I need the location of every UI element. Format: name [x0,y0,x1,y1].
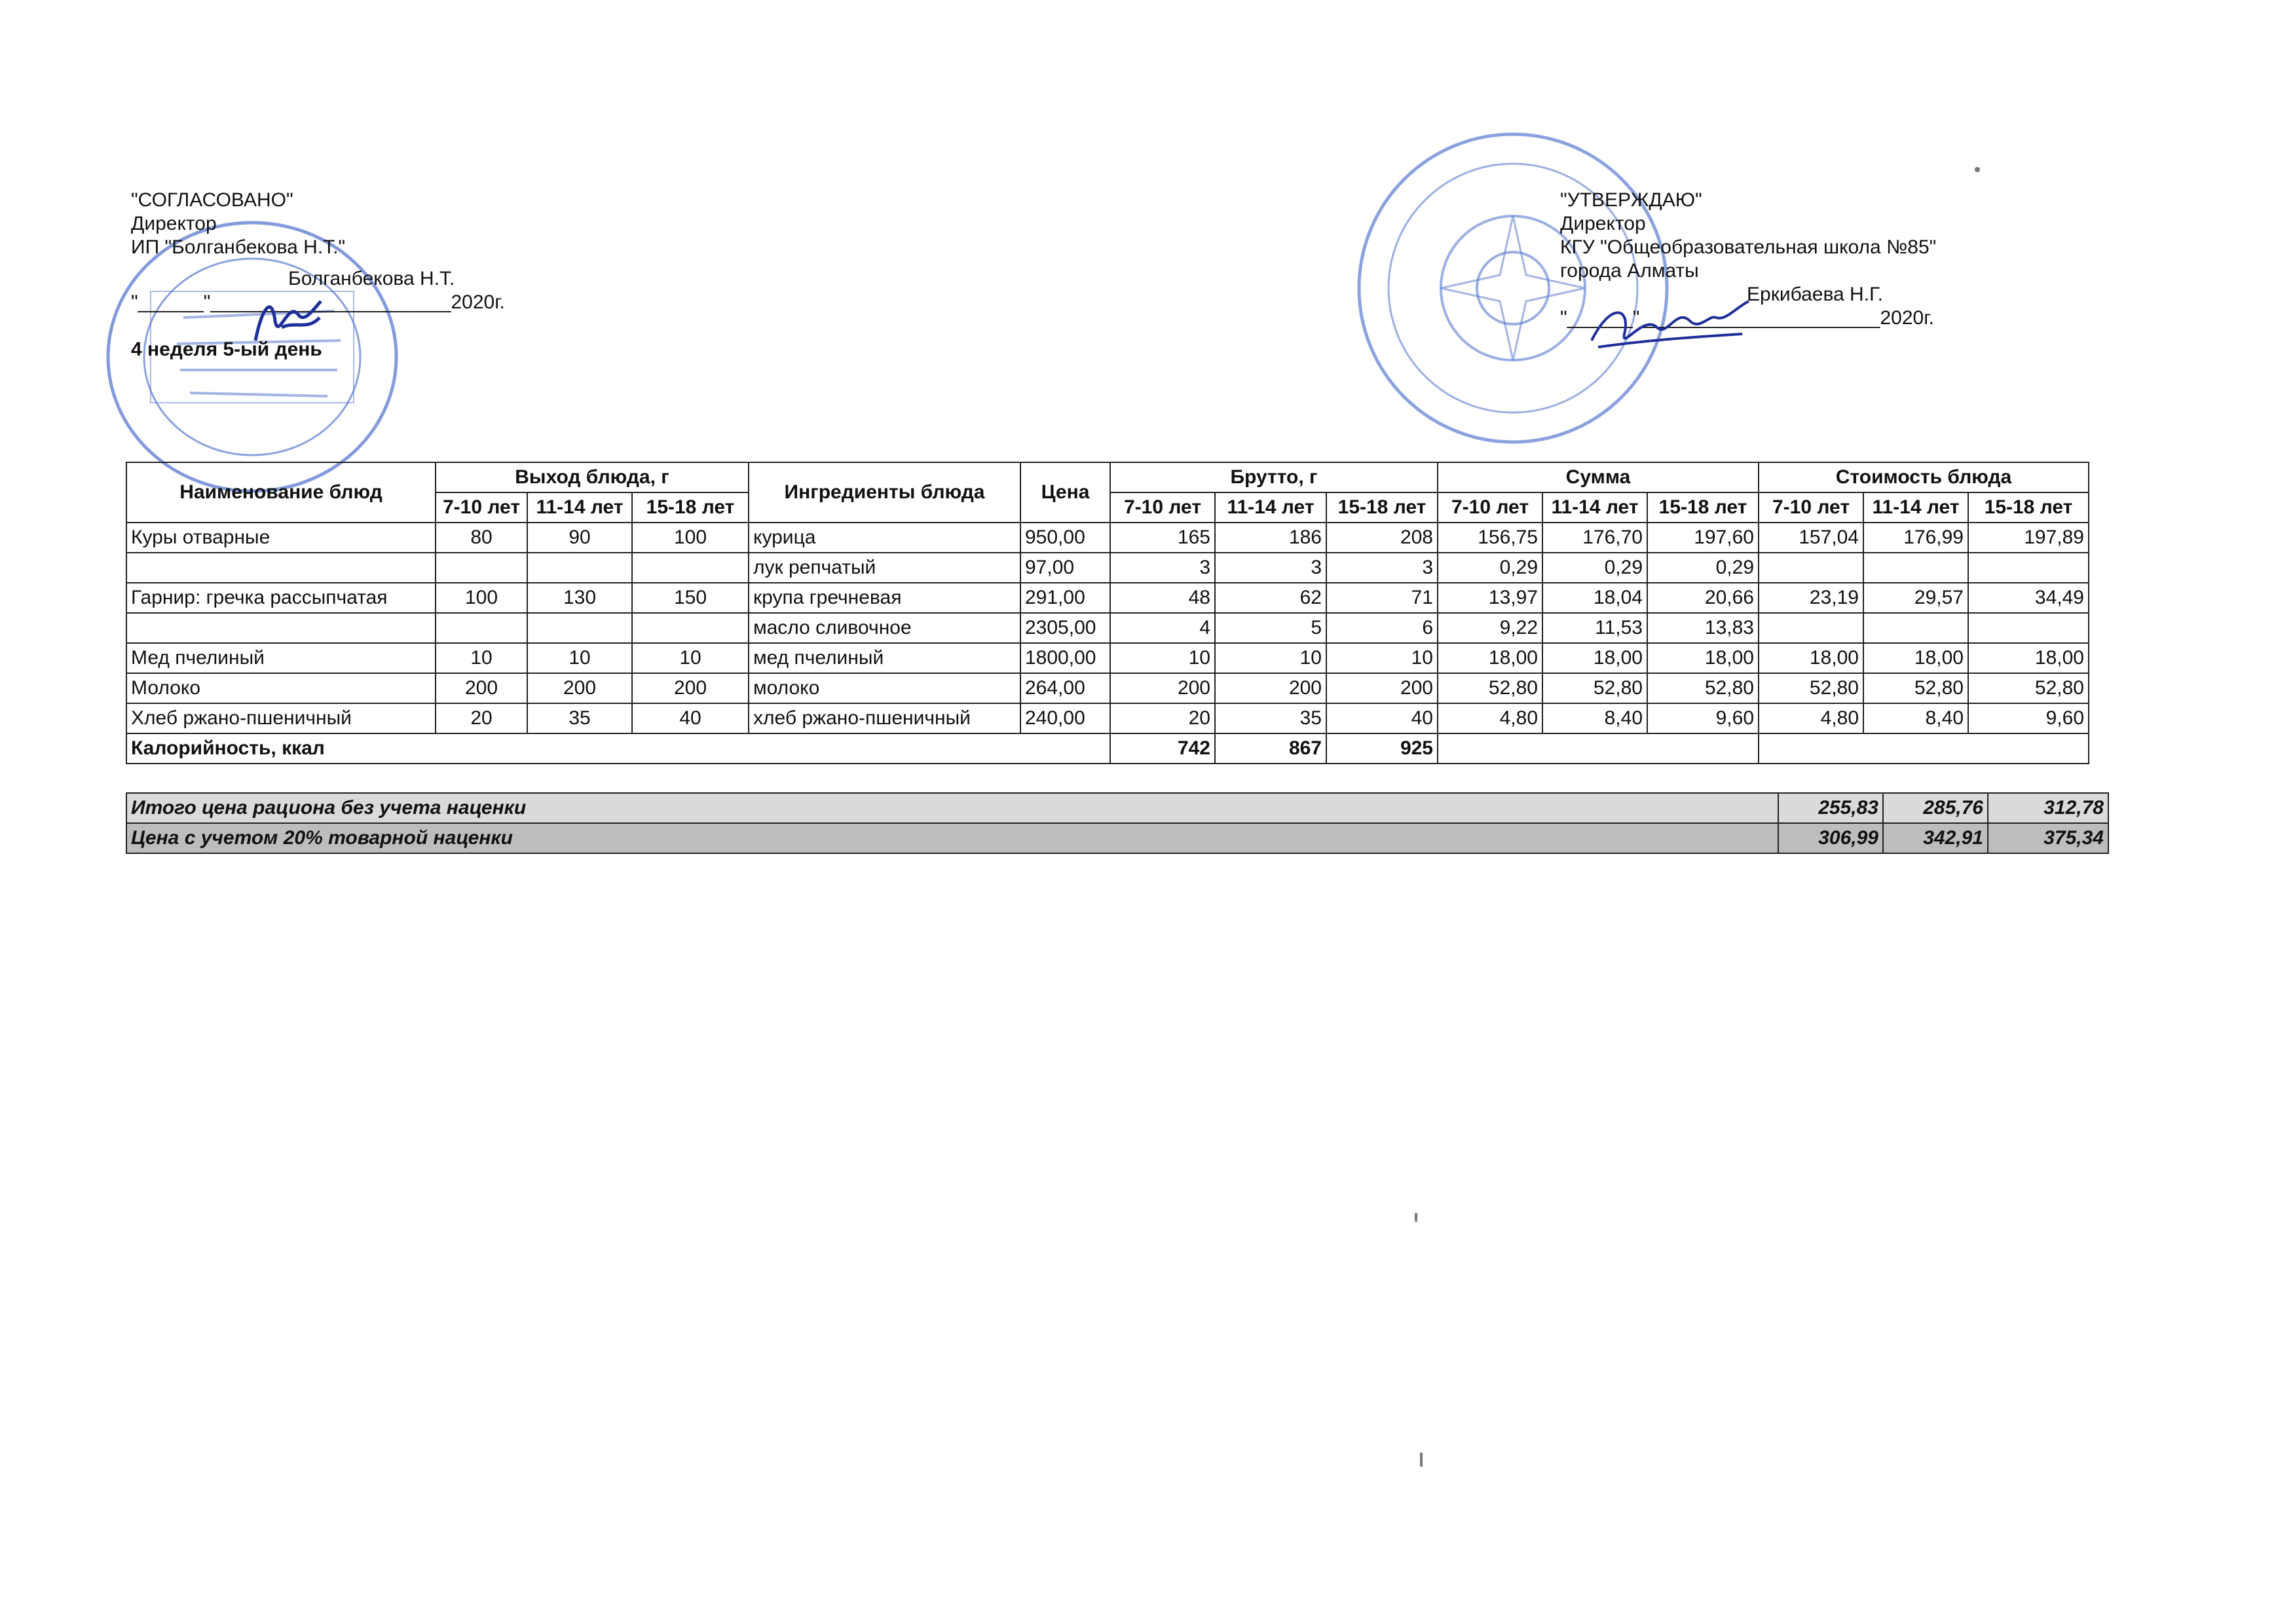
scan-speck [1975,167,1980,172]
table-row [126,553,2089,583]
price-cell: 264,00 [1020,673,1110,703]
right-date-line: "______"______________________2020г. [1560,307,1934,329]
dish-name-cell [126,553,436,583]
header-ingredients: Ингредиенты блюда [749,462,1020,523]
sum-cell: 18,00 [1647,643,1759,673]
brutto-cell: 62 [1215,583,1326,613]
right-signer-name: Еркибаева Н.Г. [1747,284,1883,305]
brutto-cell: 200 [1326,673,1438,703]
total-no-markup-value: 285,76 [1883,793,1988,823]
right-title: "УТВЕРЖДАЮ" [1560,189,1702,211]
output-cell [632,553,749,583]
price-cell: 2305,00 [1020,613,1110,643]
brutto-cell: 10 [1215,643,1326,673]
left-signature [242,282,334,354]
output-cell: 35 [527,703,632,733]
total-no-markup-value: 255,83 [1778,793,1883,823]
age-header: 11-14 лет [527,492,632,523]
ingredient-cell: лук репчатый [749,553,1020,583]
sum-cell: 20,66 [1647,583,1759,613]
left-org: ИП "Болганбекова Н.Т." [131,236,346,258]
age-header: 11-14 лет [1215,492,1326,523]
ingredient-cell: крупа гречневая [749,583,1020,613]
output-cell [436,553,527,583]
sum-cell: 156,75 [1438,523,1542,553]
cost-cell: 34,49 [1968,583,2089,613]
sum-cell: 0,29 [1542,553,1647,583]
brutto-cell: 3 [1215,553,1326,583]
brutto-cell: 208 [1326,523,1438,553]
cost-cell: 18,00 [1759,643,1863,673]
output-cell [527,613,632,643]
brutto-cell: 3 [1326,553,1438,583]
brutto-cell: 71 [1326,583,1438,613]
brutto-cell: 186 [1215,523,1326,553]
header-dish: Наименование блюд [126,462,436,523]
output-cell [527,553,632,583]
dish-name-cell: Куры отварные [126,523,436,553]
sum-cell: 18,00 [1438,643,1542,673]
output-cell: 100 [632,523,749,553]
calorie-empty-sum [1438,733,1759,764]
output-cell: 150 [632,583,749,613]
calorie-label: Калорийность, ккал [126,733,1110,764]
sum-cell: 0,29 [1647,553,1759,583]
output-cell: 200 [527,673,632,703]
cost-cell: 176,99 [1863,523,1968,553]
header-sum: Сумма [1438,462,1759,492]
sum-cell: 52,80 [1438,673,1542,703]
ingredient-cell: хлеб ржано-пшеничный [749,703,1020,733]
scan-speck [1415,1213,1417,1222]
sum-cell: 52,80 [1542,673,1647,703]
left-signer-name: Болганбекова Н.Т. [288,268,455,289]
brutto-cell: 4 [1110,613,1215,643]
cost-cell [1863,553,1968,583]
cost-cell: 52,80 [1759,673,1863,703]
cost-cell [1863,613,1968,643]
age-header: 15-18 лет [1968,492,2089,523]
header-price: Цена [1020,462,1110,523]
brutto-cell: 200 [1110,673,1215,703]
cost-cell: 4,80 [1759,703,1863,733]
table-row [126,703,2089,733]
brutto-cell: 165 [1110,523,1215,553]
sum-cell: 0,29 [1438,553,1542,583]
brutto-cell: 48 [1110,583,1215,613]
total-markup-label: Цена с учетом 20% товарной наценки [126,823,1778,853]
right-org: КГУ "Общеобразовательная школа №85" [1560,236,1937,258]
sum-cell: 9,60 [1647,703,1759,733]
scan-speck [1420,1452,1423,1467]
cost-cell [1759,553,1863,583]
age-header: 11-14 лет [1542,492,1647,523]
output-cell [436,613,527,643]
age-header: 15-18 лет [1647,492,1759,523]
age-header: 7-10 лет [1438,492,1542,523]
sum-cell: 11,53 [1542,613,1647,643]
output-cell: 90 [527,523,632,553]
cost-cell [1968,613,2089,643]
brutto-cell: 20 [1110,703,1215,733]
calorie-value: 925 [1326,733,1438,764]
cost-cell: 52,80 [1968,673,2089,703]
price-cell: 97,00 [1020,553,1110,583]
output-cell: 100 [436,583,527,613]
sum-cell: 4,80 [1438,703,1542,733]
cost-cell: 18,00 [1968,643,2089,673]
output-cell: 10 [632,643,749,673]
cost-cell: 52,80 [1863,673,1968,703]
output-cell: 10 [436,643,527,673]
sum-cell: 9,22 [1438,613,1542,643]
output-cell: 20 [436,703,527,733]
total-no-markup-value: 312,78 [1988,793,2108,823]
output-cell: 80 [436,523,527,553]
table-row [126,523,2089,553]
output-cell: 130 [527,583,632,613]
table-row [126,643,2089,673]
cost-cell [1968,553,2089,583]
price-cell: 291,00 [1020,583,1110,613]
table-header-row [126,462,2089,492]
brutto-cell: 40 [1326,703,1438,733]
age-header: 7-10 лет [1110,492,1215,523]
cost-cell: 8,40 [1863,703,1968,733]
total-markup-value: 342,91 [1883,823,1988,853]
output-cell: 200 [632,673,749,703]
sum-cell: 18,00 [1542,643,1647,673]
dish-name-cell [126,613,436,643]
dish-name-cell: Мед пчелиный [126,643,436,673]
total-markup-value: 375,34 [1988,823,2108,853]
brutto-cell: 5 [1215,613,1326,643]
ingredient-cell: молоко [749,673,1020,703]
header-output: Выход блюда, г [436,462,749,492]
sum-cell: 18,04 [1542,583,1647,613]
right-signature [1585,288,1755,360]
ingredient-cell: курица [749,523,1020,553]
sum-cell: 8,40 [1542,703,1647,733]
output-cell: 40 [632,703,749,733]
brutto-cell: 35 [1215,703,1326,733]
calorie-empty-cost [1759,733,2089,764]
age-header: 11-14 лет [1863,492,1968,523]
ingredient-cell: мед пчелиный [749,643,1020,673]
table-row [126,613,2089,643]
ingredient-cell: масло сливочное [749,613,1020,643]
left-role: Директор [131,213,217,234]
brutto-cell: 3 [1110,553,1215,583]
age-header: 15-18 лет [1326,492,1438,523]
calorie-value: 867 [1215,733,1326,764]
cost-cell: 9,60 [1968,703,2089,733]
price-cell: 1800,00 [1020,643,1110,673]
menu-table [126,462,2089,764]
age-header: 7-10 лет [1759,492,1863,523]
header-cost: Стоимость блюда [1759,462,2089,492]
cost-cell: 18,00 [1863,643,1968,673]
cost-cell: 157,04 [1759,523,1863,553]
cost-cell: 197,89 [1968,523,2089,553]
total-no-markup-label: Итого цена рациона без учета наценки [126,793,1778,823]
age-header: 7-10 лет [436,492,527,523]
output-cell: 200 [436,673,527,703]
right-role: Директор [1560,213,1646,234]
table-row [126,673,2089,703]
cost-cell: 23,19 [1759,583,1863,613]
right-city: города Алматы [1560,260,1699,282]
price-cell: 950,00 [1020,523,1110,553]
total-markup-row [126,823,2108,853]
sum-cell: 197,60 [1647,523,1759,553]
left-date-line: "______"______________________2020г. [131,291,505,313]
total-no-markup-row [126,793,2108,823]
dish-name-cell: Молоко [126,673,436,703]
header-brutto: Брутто, г [1110,462,1438,492]
output-cell: 10 [527,643,632,673]
table-row [126,583,2089,613]
brutto-cell: 10 [1110,643,1215,673]
cost-cell: 29,57 [1863,583,1968,613]
calorie-value: 742 [1110,733,1215,764]
left-title: "СОГЛАСОВАНО" [131,189,293,211]
total-markup-value: 306,99 [1778,823,1883,853]
output-cell [632,613,749,643]
totals-table [126,792,2109,854]
brutto-cell: 10 [1326,643,1438,673]
brutto-cell: 200 [1215,673,1326,703]
calorie-row [126,733,2089,764]
age-header: 15-18 лет [632,492,749,523]
sum-cell: 52,80 [1647,673,1759,703]
price-cell: 240,00 [1020,703,1110,733]
menu-table-body [126,523,2089,733]
dish-name-cell: Гарнир: гречка рассыпчатая [126,583,436,613]
brutto-cell: 6 [1326,613,1438,643]
sum-cell: 176,70 [1542,523,1647,553]
dish-name-cell: Хлеб ржано-пшеничный [126,703,436,733]
week-day-label: 4 неделя 5-ый день [131,339,322,360]
cost-cell [1759,613,1863,643]
sum-cell: 13,83 [1647,613,1759,643]
sum-cell: 13,97 [1438,583,1542,613]
